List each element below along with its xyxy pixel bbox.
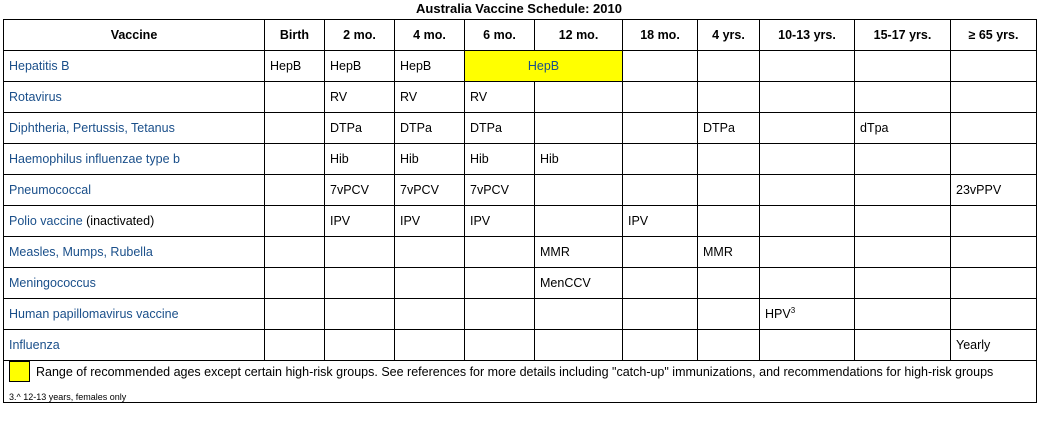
table-cell: 7vPCV xyxy=(395,175,465,206)
table-cell xyxy=(465,237,535,268)
table-cell xyxy=(855,144,951,175)
table-cell: DTPa xyxy=(325,113,395,144)
legend-text: Range of recommended ages except certain high-risk groups. See references for more details including "catch-up" immunizations, and recommendations for high-risk groups xyxy=(36,364,994,379)
table-cell xyxy=(760,51,855,82)
table-cell xyxy=(265,268,325,299)
table-cell xyxy=(760,268,855,299)
column-header: Vaccine xyxy=(4,20,265,51)
table-cell xyxy=(951,237,1037,268)
table-cell xyxy=(265,330,325,361)
legend xyxy=(9,361,1031,382)
table-cell xyxy=(265,175,325,206)
legend-cell xyxy=(4,361,1037,403)
table-cell xyxy=(951,144,1037,175)
table-cell xyxy=(265,82,325,113)
table-row xyxy=(4,144,1037,175)
table-cell xyxy=(325,268,395,299)
table-cell xyxy=(623,113,698,144)
table-row xyxy=(4,113,1037,144)
table-cell xyxy=(535,82,623,113)
column-header: Birth xyxy=(265,20,325,51)
table-cell xyxy=(855,175,951,206)
table-cell: RV xyxy=(465,82,535,113)
vaccine-note: (inactivated) xyxy=(86,214,155,228)
table-cell xyxy=(951,206,1037,237)
column-header: 12 mo. xyxy=(535,20,623,51)
column-header: 4 yrs. xyxy=(698,20,760,51)
table-cell xyxy=(465,299,535,330)
table-cell: 7vPCV xyxy=(325,175,395,206)
legend-row xyxy=(4,361,1037,403)
table-row xyxy=(4,268,1037,299)
table-row xyxy=(4,51,1037,82)
table-cell xyxy=(698,82,760,113)
vaccine-link[interactable]: Influenza xyxy=(4,330,265,361)
table-cell: MMR xyxy=(698,237,760,268)
table-cell xyxy=(698,51,760,82)
column-header: 4 mo. xyxy=(395,20,465,51)
table-cell xyxy=(265,299,325,330)
table-cell xyxy=(623,82,698,113)
table-cell xyxy=(760,330,855,361)
header-row xyxy=(4,20,1037,51)
table-cell xyxy=(855,268,951,299)
table-cell: Hib xyxy=(535,144,623,175)
vaccine-link[interactable]: Hepatitis B xyxy=(4,51,265,82)
table-cell xyxy=(698,206,760,237)
table-cell xyxy=(855,82,951,113)
table-cell: dTpa xyxy=(855,113,951,144)
footnote: 3.^ 12-13 years, females only xyxy=(9,392,127,402)
table-cell: MenCCV xyxy=(535,268,623,299)
table-cell xyxy=(623,299,698,330)
table-cell xyxy=(951,82,1037,113)
table-cell xyxy=(395,237,465,268)
table-cell xyxy=(760,82,855,113)
table-cell xyxy=(265,144,325,175)
table-cell xyxy=(535,206,623,237)
table-cell xyxy=(855,330,951,361)
table-cell xyxy=(951,299,1037,330)
cell-text: HPV xyxy=(765,307,791,322)
table-row xyxy=(4,330,1037,361)
table-cell xyxy=(265,113,325,144)
column-header: 2 mo. xyxy=(325,20,395,51)
vaccine-link[interactable]: Polio vaccine xyxy=(9,214,83,228)
table-cell xyxy=(535,175,623,206)
legend-swatch xyxy=(9,361,30,382)
table-cell xyxy=(265,206,325,237)
footnote-ref[interactable]: 3 xyxy=(790,306,796,316)
table-cell xyxy=(325,299,395,330)
table-cell xyxy=(395,330,465,361)
vaccine-name-cell xyxy=(4,206,265,237)
column-header: ≥ 65 yrs. xyxy=(951,20,1037,51)
vaccine-link[interactable]: Haemophilus influenzae type b xyxy=(4,144,265,175)
table-cell: 23vPPV xyxy=(951,175,1037,206)
table-cell xyxy=(623,237,698,268)
table-cell xyxy=(623,51,698,82)
table-cell xyxy=(623,330,698,361)
table-cell: IPV xyxy=(623,206,698,237)
vaccine-link[interactable]: Rotavirus xyxy=(4,82,265,113)
highlighted-range-cell: HepB xyxy=(465,51,623,82)
table-row xyxy=(4,237,1037,268)
table-row xyxy=(4,206,1037,237)
table-cell xyxy=(698,268,760,299)
table-cell: Hib xyxy=(395,144,465,175)
page-title: Australia Vaccine Schedule: 2010 xyxy=(416,1,622,16)
table-cell: IPV xyxy=(465,206,535,237)
table-cell xyxy=(623,175,698,206)
table-cell xyxy=(465,268,535,299)
vaccine-link[interactable]: Pneumococcal xyxy=(4,175,265,206)
table-cell xyxy=(855,51,951,82)
table-cell: IPV xyxy=(325,206,395,237)
column-header: 10-13 yrs. xyxy=(760,20,855,51)
table-cell xyxy=(623,268,698,299)
table-cell: Yearly xyxy=(951,330,1037,361)
table-cell: HepB xyxy=(265,51,325,82)
table-row xyxy=(4,175,1037,206)
table-cell xyxy=(325,237,395,268)
table-cell xyxy=(465,330,535,361)
table-cell: MMR xyxy=(535,237,623,268)
table-cell xyxy=(535,299,623,330)
table-cell: HepB xyxy=(395,51,465,82)
table-cell xyxy=(698,175,760,206)
table-cell xyxy=(760,299,855,330)
table-cell xyxy=(395,268,465,299)
table-cell xyxy=(265,237,325,268)
table-cell: DTPa xyxy=(465,113,535,144)
column-header: 6 mo. xyxy=(465,20,535,51)
vaccine-link[interactable]: Meningococcus xyxy=(4,268,265,299)
table-cell xyxy=(535,113,623,144)
table-cell: RV xyxy=(395,82,465,113)
table-cell: DTPa xyxy=(395,113,465,144)
table-cell xyxy=(535,330,623,361)
table-cell xyxy=(951,113,1037,144)
column-header: 18 mo. xyxy=(623,20,698,51)
table-cell xyxy=(760,113,855,144)
table-cell xyxy=(395,299,465,330)
table-row xyxy=(4,299,1037,330)
column-header: 15-17 yrs. xyxy=(855,20,951,51)
table-cell: DTPa xyxy=(698,113,760,144)
table-cell: 7vPCV xyxy=(465,175,535,206)
table-cell xyxy=(698,144,760,175)
table-cell xyxy=(760,237,855,268)
table-cell xyxy=(698,299,760,330)
vaccine-link[interactable]: Human papillomavirus vaccine xyxy=(4,299,265,330)
table-cell: Hib xyxy=(465,144,535,175)
table-cell xyxy=(855,299,951,330)
table-cell xyxy=(855,237,951,268)
table-cell: IPV xyxy=(395,206,465,237)
table-cell xyxy=(855,206,951,237)
table-cell xyxy=(698,330,760,361)
table-cell xyxy=(623,144,698,175)
table-cell xyxy=(325,330,395,361)
table-cell: RV xyxy=(325,82,395,113)
table-cell: Hib xyxy=(325,144,395,175)
table-cell xyxy=(760,144,855,175)
table-cell xyxy=(760,175,855,206)
vaccine-link[interactable]: Diphtheria, Pertussis, Tetanus xyxy=(4,113,265,144)
table-cell xyxy=(760,206,855,237)
table-cell: HepB xyxy=(325,51,395,82)
vaccine-link[interactable]: Measles, Mumps, Rubella xyxy=(4,237,265,268)
table-row xyxy=(4,82,1037,113)
vaccine-schedule-table xyxy=(3,19,1037,403)
table-cell xyxy=(951,51,1037,82)
table-cell xyxy=(951,268,1037,299)
